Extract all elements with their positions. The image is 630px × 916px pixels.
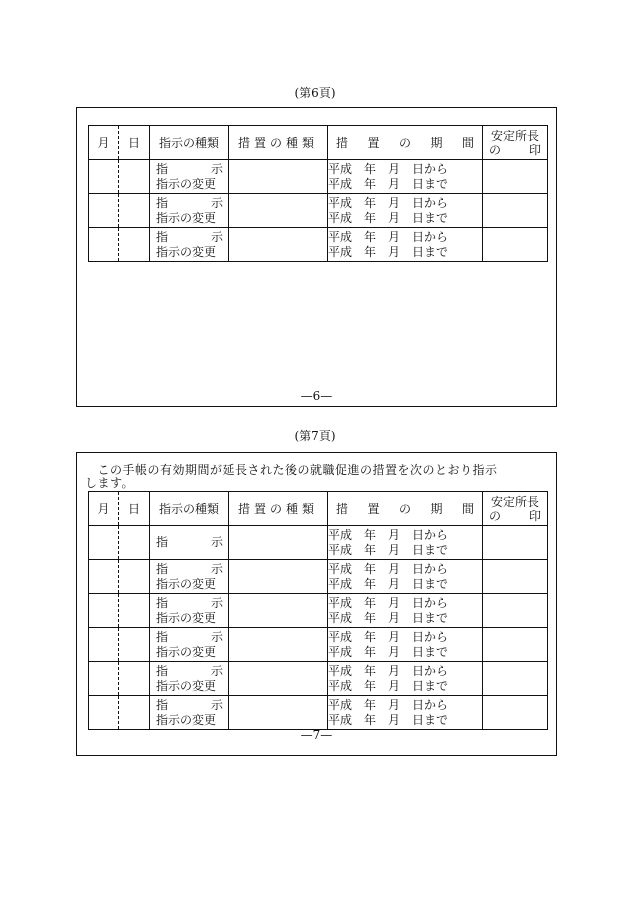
period-cell: 平成 年 月 日から 平成 年 月 日まで [328, 228, 483, 262]
measure-kind-cell[interactable] [229, 696, 328, 730]
day-cell[interactable] [119, 594, 150, 628]
page6-number: —6— [300, 389, 333, 403]
day-cell[interactable] [119, 160, 150, 194]
day-cell[interactable] [119, 628, 150, 662]
measure-kind-cell[interactable] [229, 160, 328, 194]
table-row [89, 526, 548, 560]
day-header: 日 [119, 492, 150, 526]
page6-table [88, 125, 548, 262]
kind-cell: 指 示 指示の変更 [150, 696, 229, 730]
office-seal-cell[interactable] [483, 696, 548, 730]
month-cell[interactable] [89, 696, 119, 730]
office-seal-cell[interactable] [483, 560, 548, 594]
kind-cell: 指 示 指示の変更 [150, 560, 229, 594]
period-cell: 平成 年 月 日から 平成 年 月 日まで [328, 628, 483, 662]
day-cell[interactable] [119, 662, 150, 696]
period-cell: 平成 年 月 日から 平成 年 月 日まで [328, 160, 483, 194]
period-cell: 平成 年 月 日から 平成 年 月 日まで [328, 594, 483, 628]
office-seal-header: 安定所長 の 印 [483, 492, 548, 526]
measure-kind-cell[interactable] [229, 560, 328, 594]
kind-header: 指示の種類 [150, 492, 229, 526]
office-seal-cell[interactable] [483, 628, 548, 662]
measure-kind-cell[interactable] [229, 194, 328, 228]
period-header: 措 置 の 期 間 [328, 126, 483, 160]
table-row [89, 194, 548, 228]
page7-table [88, 491, 548, 730]
measure-kind-cell[interactable] [229, 628, 328, 662]
day-cell[interactable] [119, 560, 150, 594]
office-seal-cell[interactable] [483, 526, 548, 560]
page7-intro: この手帳の有効期間が延長された後の就職促進の措置を次のとおり指示 します。 [85, 463, 498, 490]
month-cell[interactable] [89, 194, 119, 228]
period-header: 措 置 の 期 間 [328, 492, 483, 526]
measure-kind-cell[interactable] [229, 228, 328, 262]
day-cell[interactable] [119, 228, 150, 262]
office-seal-cell[interactable] [483, 228, 548, 262]
page7-header-row [89, 492, 548, 526]
page7-frame [76, 452, 557, 756]
period-cell: 平成 年 月 日から 平成 年 月 日まで [328, 696, 483, 730]
table-row [89, 560, 548, 594]
month-cell[interactable] [89, 594, 119, 628]
month-cell[interactable] [89, 628, 119, 662]
page6-frame [76, 107, 557, 407]
kind-cell: 指 示 指示の変更 [150, 594, 229, 628]
measure-kind-header: 措置の種類 [229, 126, 328, 160]
table-row [89, 160, 548, 194]
day-cell[interactable] [119, 696, 150, 730]
month-header: 月 [89, 126, 119, 160]
office-seal-cell[interactable] [483, 594, 548, 628]
kind-cell: 指 示 指示の変更 [150, 160, 229, 194]
kind-header: 指示の種類 [150, 126, 229, 160]
page6-header-row [89, 126, 548, 160]
day-cell[interactable] [119, 526, 150, 560]
month-cell[interactable] [89, 160, 119, 194]
period-cell: 平成 年 月 日から 平成 年 月 日まで [328, 194, 483, 228]
kind-cell: 指 示 指示の変更 [150, 228, 229, 262]
month-header: 月 [89, 492, 119, 526]
table-row [89, 696, 548, 730]
month-cell[interactable] [89, 228, 119, 262]
office-seal-header: 安定所長 の 印 [483, 126, 548, 160]
period-cell: 平成 年 月 日から 平成 年 月 日まで [328, 662, 483, 696]
measure-kind-header: 措置の種類 [229, 492, 328, 526]
table-row [89, 662, 548, 696]
kind-cell: 指 示 指示の変更 [150, 628, 229, 662]
month-cell[interactable] [89, 662, 119, 696]
table-row [89, 594, 548, 628]
measure-kind-cell[interactable] [229, 594, 328, 628]
table-row [89, 228, 548, 262]
page7-label: (第7頁) [294, 429, 336, 443]
office-seal-cell[interactable] [483, 662, 548, 696]
page6-label: (第6頁) [294, 86, 336, 100]
day-cell[interactable] [119, 194, 150, 228]
measure-kind-cell[interactable] [229, 662, 328, 696]
month-cell[interactable] [89, 560, 119, 594]
table-row [89, 628, 548, 662]
period-cell: 平成 年 月 日から 平成 年 月 日まで [328, 526, 483, 560]
kind-cell: 指 示 [150, 526, 229, 560]
office-seal-cell[interactable] [483, 194, 548, 228]
page7-number: —7— [300, 728, 333, 742]
office-seal-cell[interactable] [483, 160, 548, 194]
month-cell[interactable] [89, 526, 119, 560]
day-header: 日 [119, 126, 150, 160]
period-cell: 平成 年 月 日から 平成 年 月 日まで [328, 560, 483, 594]
kind-cell: 指 示 指示の変更 [150, 194, 229, 228]
measure-kind-cell[interactable] [229, 526, 328, 560]
kind-cell: 指 示 指示の変更 [150, 662, 229, 696]
